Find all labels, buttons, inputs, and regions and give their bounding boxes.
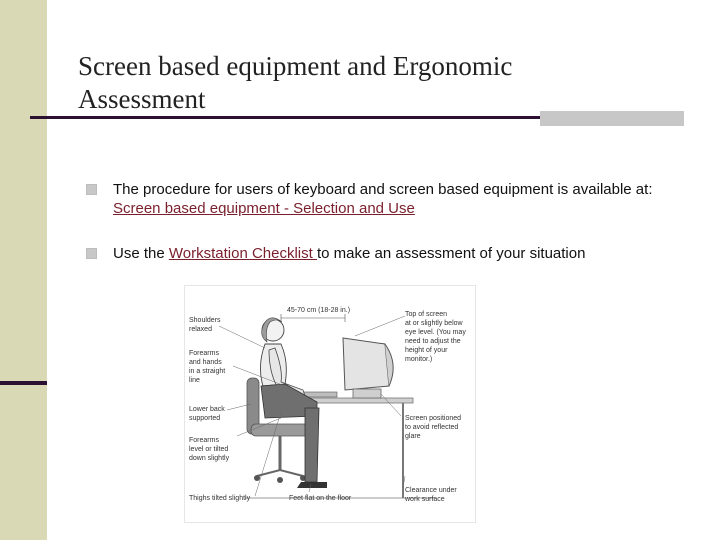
ergonomic-workstation-illustration: [184, 285, 476, 523]
label-feet: Feet flat on the floor: [289, 495, 352, 502]
title-underline: [30, 116, 540, 119]
left-accent-divider: [0, 381, 47, 385]
title-underline-accent: [540, 111, 684, 126]
bullet-checklist-suffix: to make an assessment of your situation: [316, 245, 586, 262]
screen-equipment-link[interactable]: Screen based equipment - Selection and Use: [113, 200, 415, 217]
label-top-of-screen: Top of screen at or slightly below eye level. (You may need to adjust the height of your monitor.): [405, 311, 466, 363]
bullet-marker: [86, 184, 97, 195]
workstation-checklist-link[interactable]: Workstation Checklist: [168, 245, 317, 262]
label-screen-positioned: Screen positioned to avoid reflected glare: [405, 415, 462, 440]
label-forearms-level: Forearms level or tilted down slightly: [189, 437, 230, 462]
label-clearance: Clearance under work surface: [405, 487, 457, 503]
distance-label: 45-70 cm (18-28 in.): [287, 307, 351, 314]
bullet-text: [113, 244, 673, 263]
slide-title-line-1: Screen based equipment and Ergonomic: [78, 51, 513, 81]
workstation-drawing: [185, 286, 475, 522]
label-thighs: Thighs tilted slightly: [189, 495, 251, 502]
left-accent-bar: [0, 0, 47, 540]
bullet-procedure-text: The procedure for users of keyboard and screen based equipment is available at:: [113, 181, 653, 198]
bullet-text: [113, 180, 673, 218]
bullet-marker: [86, 248, 97, 259]
label-forearms-hands: Forearms and hands in a straight line: [189, 350, 226, 384]
label-shoulders: Shoulders relaxed: [189, 317, 221, 333]
label-lower-back: Lower back supported: [189, 406, 225, 422]
bullet-checklist-prefix: Use the: [113, 245, 169, 262]
slide-title-line-2: Assessment: [78, 84, 206, 114]
slide-title: [78, 50, 638, 116]
